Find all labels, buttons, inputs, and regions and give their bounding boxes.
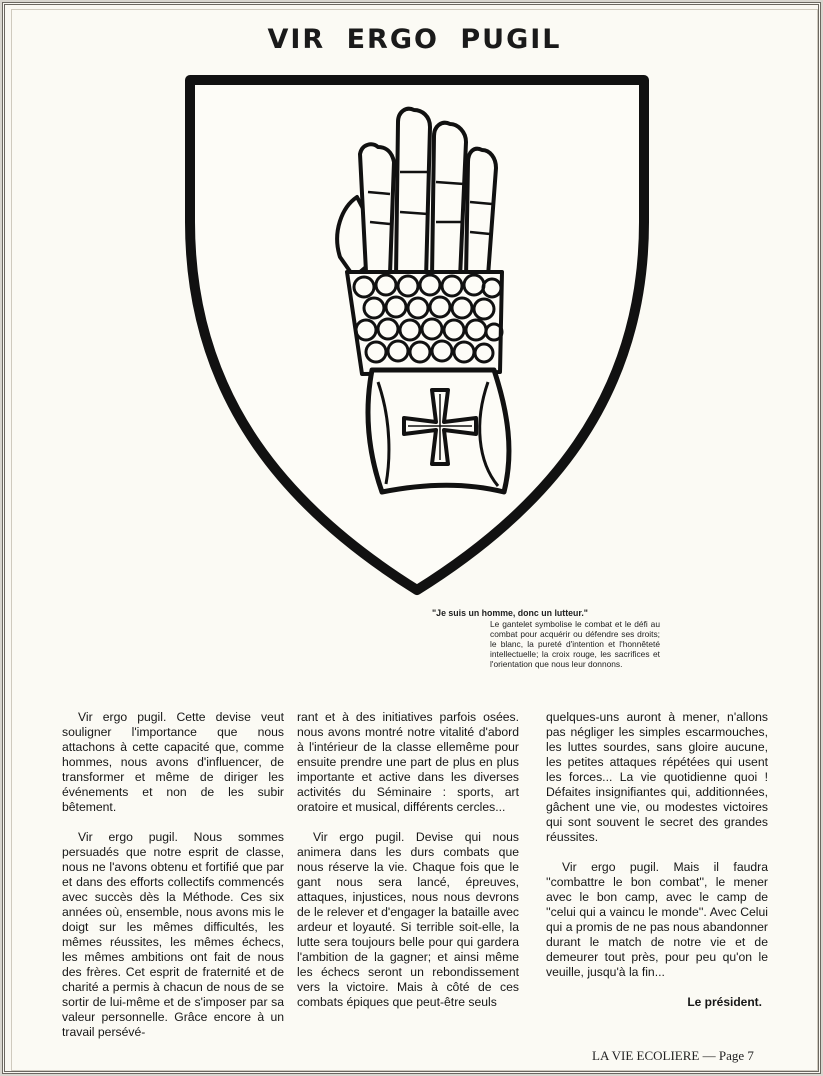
caption-body: Le gantelet symbolise le combat et le défi au combat pour acquérir ou défendre ses droits; le blanc, la pureté d'intention et l'honnêteté intellectuelle; la croix rouge, les sacrifices et l'orientation que nous leur donnons. xyxy=(490,619,660,669)
page-frame xyxy=(2,2,821,1074)
magazine-page xyxy=(11,9,818,1071)
paragraph: Vir ergo pugil. Nous sommes persuadés que notre esprit de classe, nous ne l'avons obtenu et fortifié que par et dans des efforts collectifs commencés avec succès dès la Méthode. Ces six années où, ensemble, nous avons mis le doigt sur les mêmes difficultés, les mêmes réussites, les mêmes échecs, les mêmes ambitions ont fait de nous des frères. Cet esprit de fraternité et de charité a permis à chacun de nous de se sortir de lui-même et de s'imposer par sa valeur personnelle. Grâce encore à un travail persévé- xyxy=(62,830,284,1039)
illustration-caption xyxy=(432,608,660,669)
paragraph: quelques-uns auront à mener, n'allons pas négliger les simples escarmouches, les luttes sourdes, sans gloire aucune, les petites attaques répétées qui usent les forces... La vie quotidienne quoi ! Défaites insignifiantes qui, additionnées, gâchent une vie, ou modestes victoires qui sont souvent le secret des grandes réussites. xyxy=(546,710,768,844)
page-footer: LA VIE ECOLIERE — Page 7 xyxy=(592,1048,754,1063)
paragraph: Vir ergo pugil. Mais il faudra ''combattre le bon combat'', le mener avec le bon camp, avec le camp de ''celui qui a vaincu le monde''. Avec Celui qui a promis de ne pas nous abandonner durant le match de notre vie et de demeurer tout près, pour peu qu'on le veuille, jusqu'à la fin... xyxy=(546,860,768,979)
signature: Le président. xyxy=(687,995,762,1009)
article-column-1 xyxy=(62,710,284,1055)
page-title: VIR ERGO PUGIL xyxy=(267,24,562,55)
caption-quote: "Je suis un homme, donc un lutteur." xyxy=(432,608,588,618)
paragraph: Vir ergo pugil. Devise qui nous animera dans les durs combats que nous réserve la vie. Chaque fois que le gant nous sera lancé, épreuves, attaques, injustices, nous nous devrons de le relever et d'engager la bataille avec ardeur et loyauté. Si terrible soit-elle, la lutte sera toujours belle pour qui gardera l'ambition de la gagner; et ainsi même les échecs seront un rebondissement vers la victoire. Mais à côté de ces combats épiques que peut-être seuls xyxy=(297,830,519,1009)
shield-gauntlet-illustration xyxy=(182,72,652,602)
article-column-2 xyxy=(297,710,519,1025)
paragraph: Vir ergo pugil. Cette devise veut souligner l'importance que nous attachons à cette capacité que, comme hommes, nous avons d'influencer, de transformer et même de diriger les événements et non de les subir bêtement. xyxy=(62,710,284,814)
paragraph: rant et à des initiatives parfois osées. nous avons montré notre vitalité d'abord à l'intérieur de la classe ellemême pour ensuite prendre une part de plus en plus importante et active dans les diverses activités du Séminaire : sports, art oratoire et musical, différents cercles... xyxy=(297,710,519,814)
coat-of-arms xyxy=(182,72,652,602)
article-column-3 xyxy=(546,710,768,1010)
